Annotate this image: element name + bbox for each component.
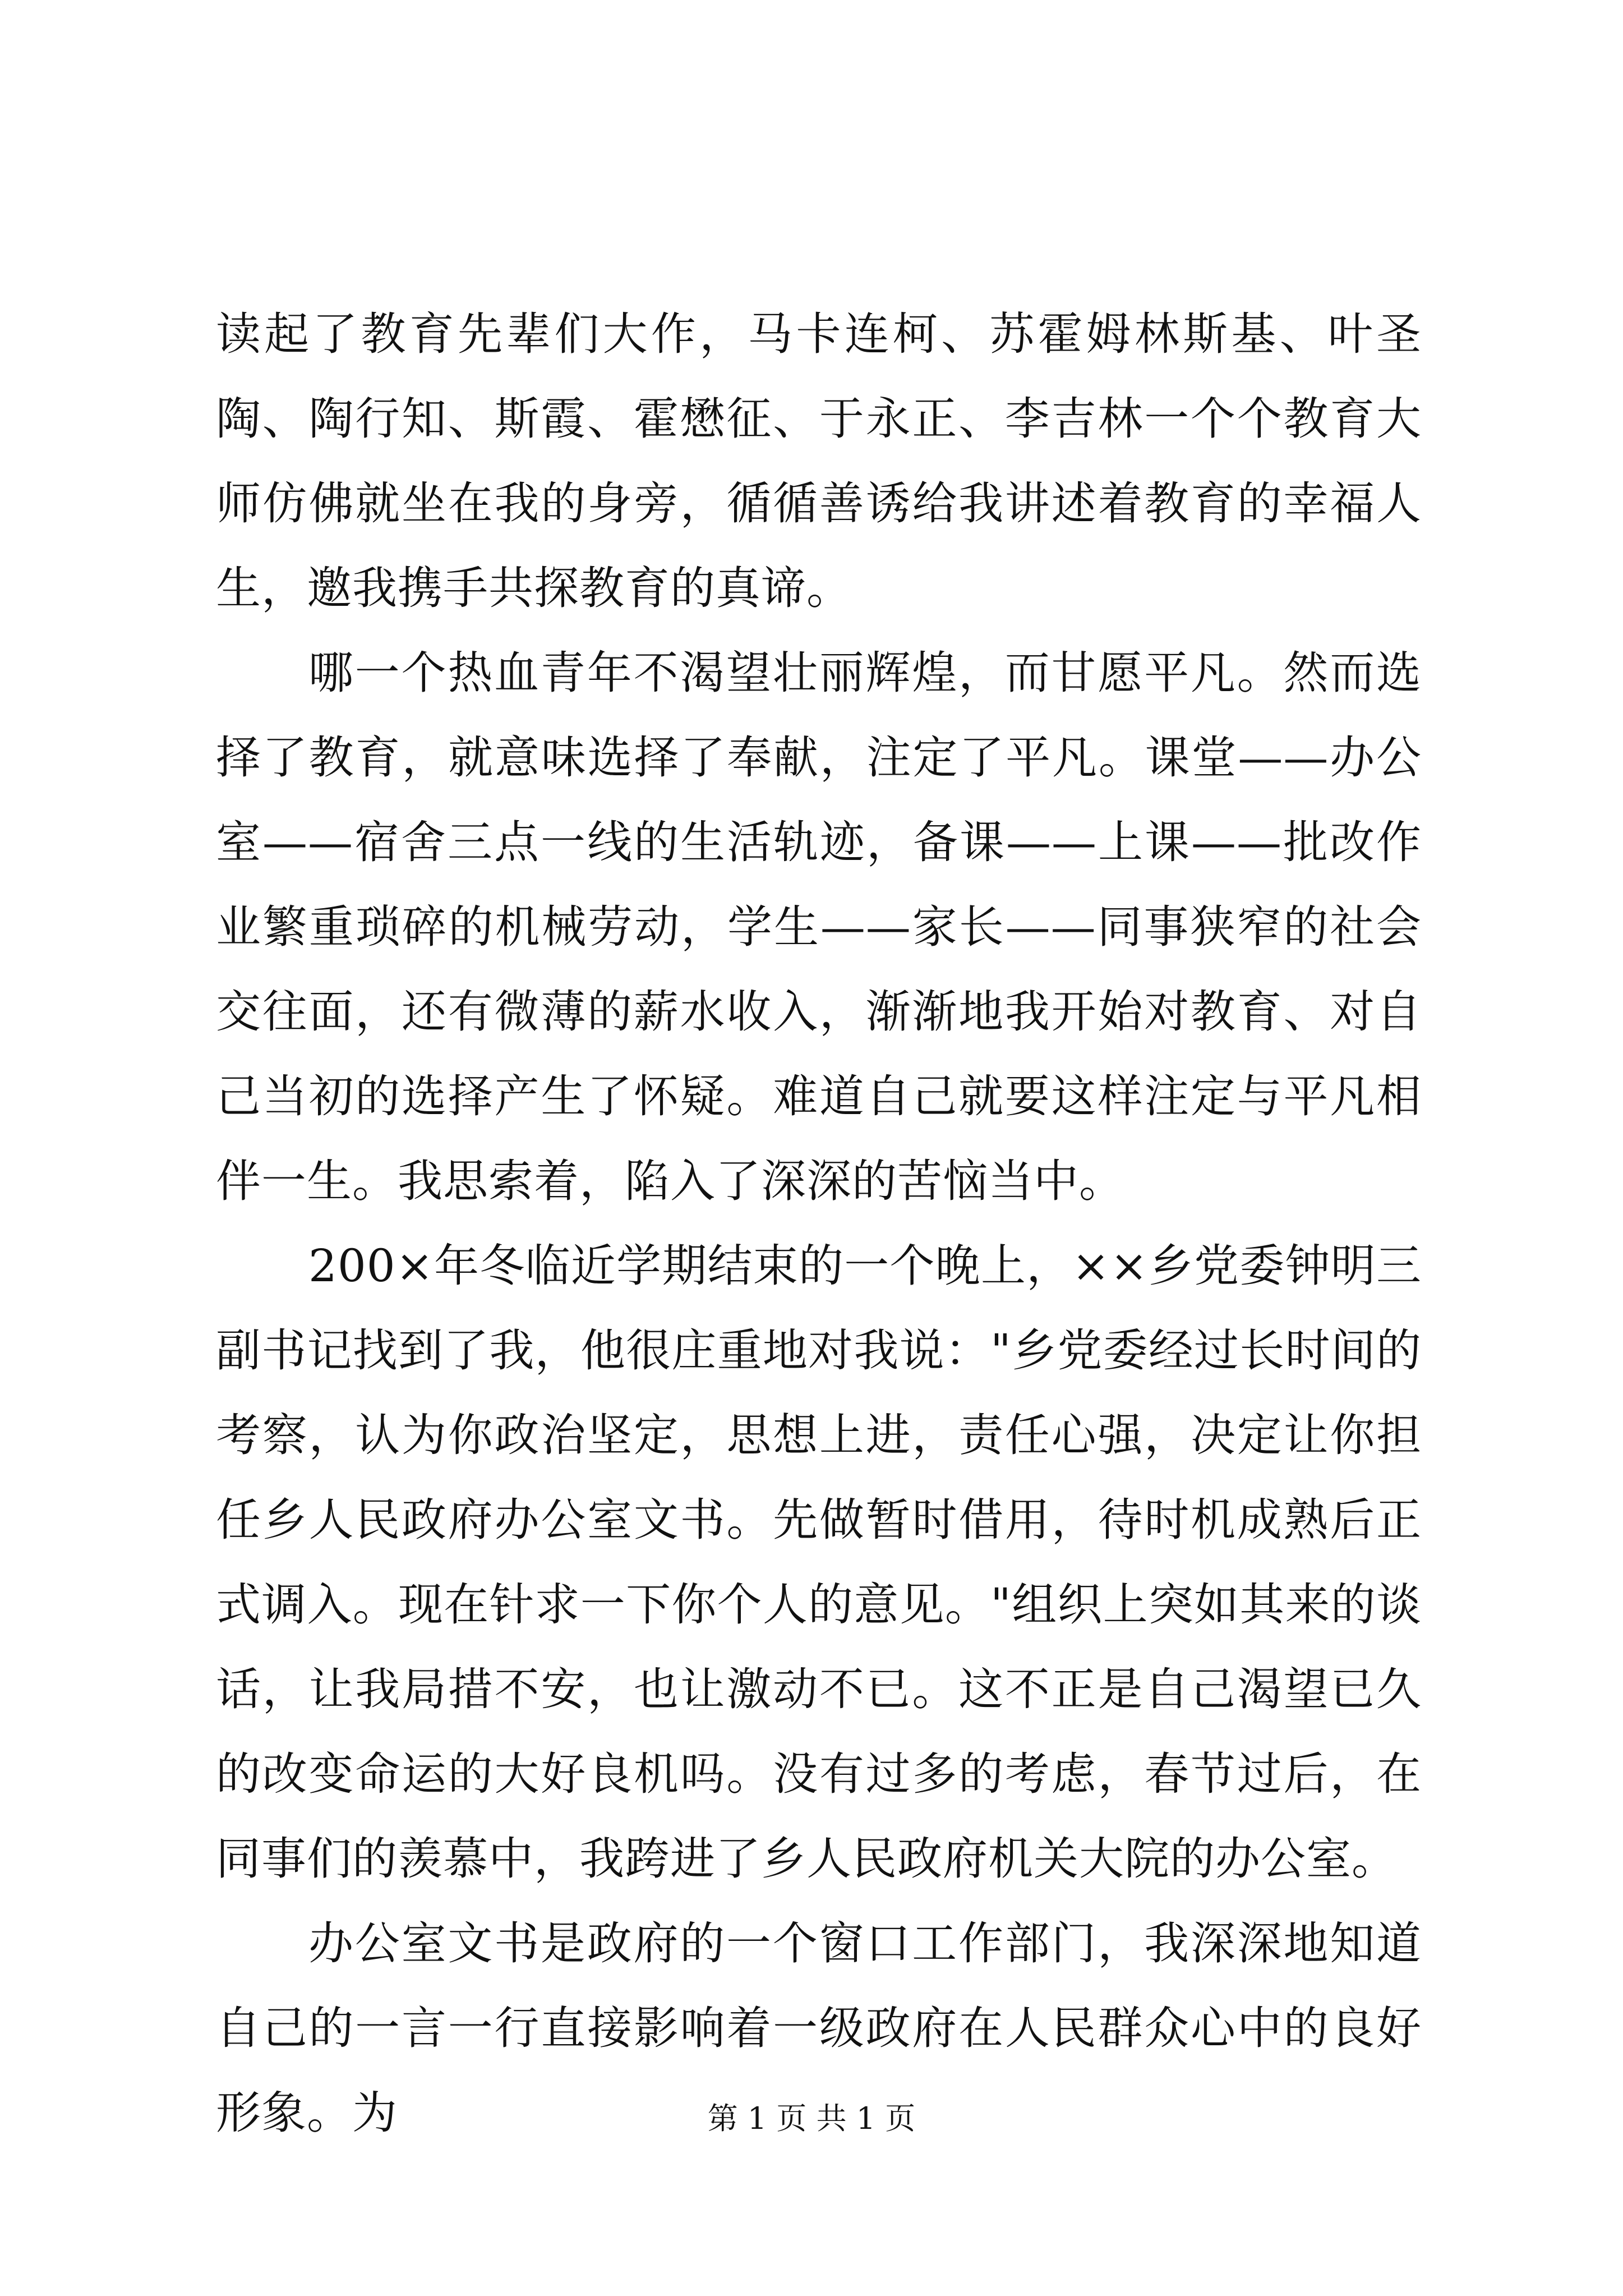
paragraph-1: 读起了教育先辈们大作，马卡连柯、苏霍姆林斯基、叶圣陶、陶行知、斯霞、霍懋征、于永正、李吉林一个个教育大师仿佛就坐在我的身旁，循循善诱给我讲述着教育的幸福人生，邀我携手共探教育的真谛。 [216,308,1422,614]
paragraph-3: 200×年冬临近学期结束的一个晚上，××乡党委钟明三副书记找到了我，他很庄重地对我说："乡党委经过长时间的考察，认为你政治坚定，思想上进，责任心强，决定让你担任乡人民政府办公室文书。先做暂时借用，待时机成熟后正式调入。现在针求一下你个人的意见。"组织上突如其来的谈话，让我局措不安，也让激动不已。这不正是自己渴望已久的改变命运的大好良机吗。没有过多的考虑，春节过后，在同事们的羡慕中，我跨进了乡人民政府机关大院的办公室。 [216,1240,1422,1885]
paragraph-4: 办公室文书是政府的一个窗口工作部门，我深深地知道自己的一言一行直接影响着一级政府在人民群众心中的良好形象。为 [216,1917,1422,2139]
page-number-footer: 第 1 页 共 1 页 [707,2101,916,2136]
document-body [216,292,1422,2155]
paragraph-2: 哪一个热血青年不渴望壮丽辉煌，而甘愿平凡。然而选择了教育，就意味选择了奉献，注定了平凡。课堂——办公室——宿舍三点一线的生活轨迹，备课——上课——批改作业繁重琐碎的机械劳动，学生——家长——同事狭窄的社会交往面，还有微薄的薪水收入，渐渐地我开始对教育、对自己当初的选择产生了怀疑。难道自己就要这样注定与平凡相伴一生。我思索着，陷入了深深的苦恼当中。 [216,647,1422,1207]
